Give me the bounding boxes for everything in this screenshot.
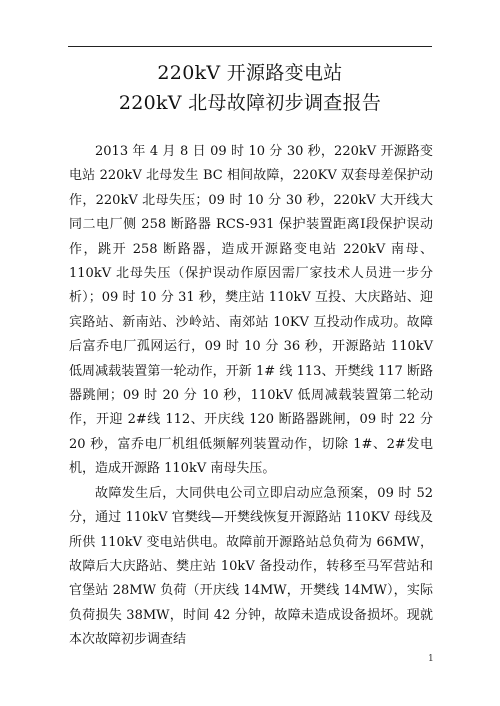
body-paragraph-2: 故障发生后，大同供电公司立即启动应急预案，09 时 52 分，通过 110kV 官樊线—开樊线恢复开源路站 110KV 母线及所供 110kV 变电站供电。故障前开源路站总负荷为 66MW，故障后大庆路站、樊庄站 10kV 备投动作，转移至马军营站和官堡站 28MW 负荷（开庆线 14MW，开樊线 14MW），实际负荷损失 38MW，时间 42 分钟，故障未造成设备损坏。现就本次故障初步调查结 xyxy=(69,485,433,648)
body-paragraph-1: 2013 年 4 月 8 日 09 时 10 分 30 秒，220kV 开源路变电站 220kV 北母发生 BC 相间故障，220KV 双套母差保护动作，220kV 北母失压；09 时 10 分 30 秒，220kV 大开线大同二电厂侧 258 断路器 RCS-931 保护装置距离Ⅰ段保护误动作，跳开 258 断路器，造成开源路变电站 220kV 南母、110kV 北母失压（保护误动作原因需厂家技术人员进一步分析）；09 时 10 分 31 秒，樊庄站 110kV 互投、大庆路站、迎宾路站、新南站、沙岭站、南郊站 10KV 互投动作成功。故障后富乔电厂孤网运行，09 时 10 分 36 秒，开源路站 110kV 低周减载装置第一轮动作，开新 1# 线 113、开樊线 117 断路器跳闸；09 时 20 分 10 秒，110kV 低周减载装置第二轮动作，开迎 2#线 112、开庆线 120 断路器跳闸，09 时 22 分 20 秒，富乔电厂机组低频解列装置动作，切除 1#、2#发电机，造成开源路 110kV 南母失压。 xyxy=(69,144,433,477)
document-title-line-1: 220kV 开源路变电站 xyxy=(157,62,343,84)
header-rule xyxy=(68,46,432,47)
document-body xyxy=(69,140,433,653)
document-title-line-2: 220kV 北母故障初步调查报告 xyxy=(118,92,382,114)
page-number: 1 xyxy=(428,654,434,664)
